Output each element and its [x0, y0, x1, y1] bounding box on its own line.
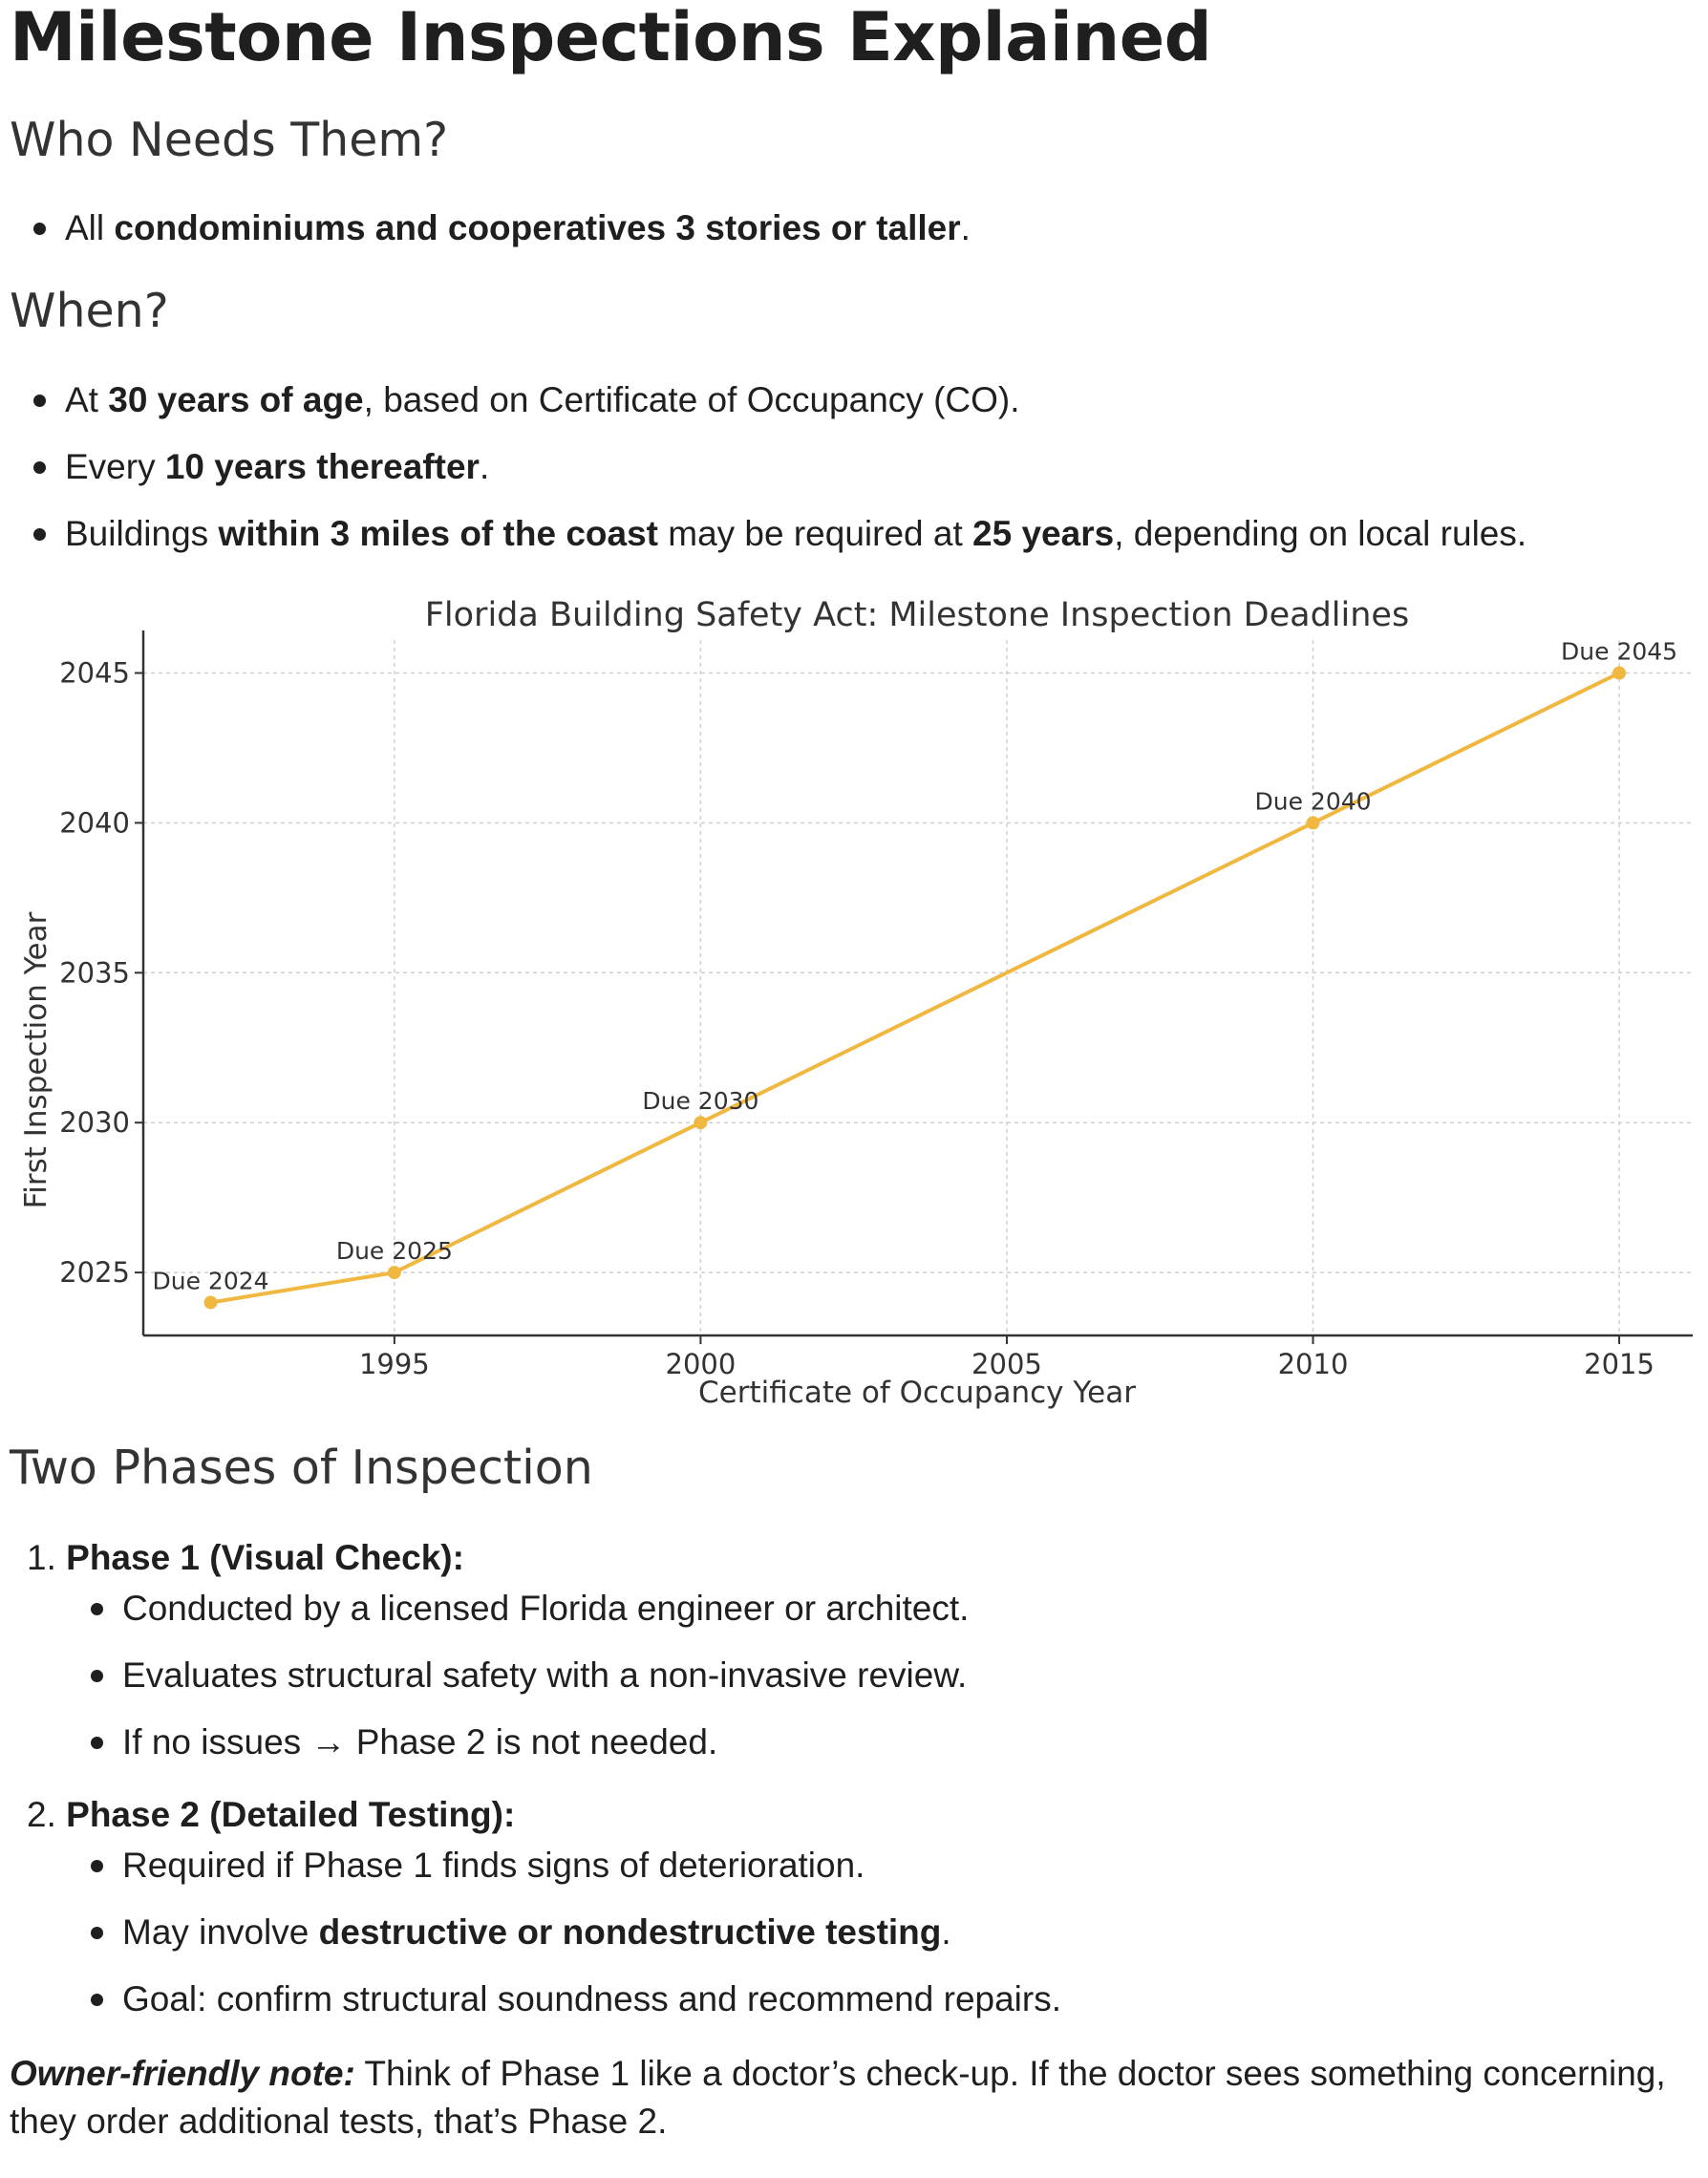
phase-2-title: 2. Phase 2 (Detailed Testing): [27, 1795, 516, 1834]
list-item: May involve destructive or nondestructive testing. [0, 1899, 1061, 1966]
data-point [204, 1295, 218, 1309]
data-point [694, 1116, 707, 1129]
phases-heading: Two Phases of Inspection [10, 1441, 593, 1495]
list-item: All condominiums and cooperatives 3 stories or taller. [0, 195, 971, 262]
list-item: Buildings within 3 miles of the coast may be required at 25 years, depending on local rules. [0, 501, 1527, 567]
chart-title: Florida Building Safety Act: Milestone Inspection Deadlines [424, 596, 1410, 634]
when-heading: When? [10, 284, 169, 338]
data-point [388, 1266, 401, 1279]
x-tick-label: 2015 [1584, 1348, 1655, 1380]
list-item: Goal: confirm structural soundness and recommend repairs. [0, 1966, 1061, 2033]
data-label: Due 2030 [642, 1087, 759, 1116]
owner-note: Owner-friendly note: Think of Phase 1 like a doctor’s check-up. If the doctor sees something concerning, they order additional tests, that’s Phase 2. [10, 2054, 1666, 2141]
y-axis-label: First Inspection Year [19, 911, 53, 1209]
data-label: Due 2040 [1254, 787, 1372, 816]
inspection-deadline-chart [0, 583, 1708, 1433]
when-list [0, 367, 1527, 567]
data-label: Due 2025 [335, 1237, 453, 1266]
phase-2-list [0, 1832, 1061, 2033]
data-point [1612, 667, 1626, 680]
phase-1-title: 1. Phase 1 (Visual Check): [27, 1538, 464, 1577]
page-title: Milestone Inspections Explained [10, 0, 1212, 76]
chart-background [0, 583, 1708, 1433]
x-tick-label: 1995 [358, 1348, 430, 1380]
data-point [1307, 816, 1320, 829]
list-item: Required if Phase 1 finds signs of deterioration. [0, 1832, 1061, 1899]
who-list [0, 195, 971, 262]
y-tick-label: 2030 [59, 1106, 130, 1140]
x-tick-label: 2010 [1277, 1348, 1349, 1380]
data-label: Due 2045 [1561, 637, 1678, 666]
who-heading: Who Needs Them? [10, 113, 449, 167]
x-axis-label: Certificate of Occupancy Year [698, 1376, 1136, 1410]
list-item: If no issues → Phase 2 is not needed. [0, 1709, 969, 1776]
data-label: Due 2024 [152, 1267, 269, 1295]
x-tick-label: 2000 [665, 1348, 737, 1380]
y-tick-label: 2040 [59, 806, 130, 840]
y-tick-label: 2045 [59, 656, 130, 690]
y-tick-label: 2025 [59, 1256, 130, 1290]
list-item: Evaluates structural safety with a non-invasive review. [0, 1642, 969, 1709]
list-item: Every 10 years thereafter. [0, 434, 1527, 501]
list-item: Conducted by a licensed Florida engineer or architect. [0, 1575, 969, 1642]
phase-1-list [0, 1575, 969, 1776]
list-item: At 30 years of age, based on Certificate of Occupancy (CO). [0, 367, 1527, 434]
y-tick-label: 2035 [59, 956, 130, 990]
chart-svg [0, 583, 1708, 1433]
x-tick-label: 2005 [971, 1348, 1042, 1380]
